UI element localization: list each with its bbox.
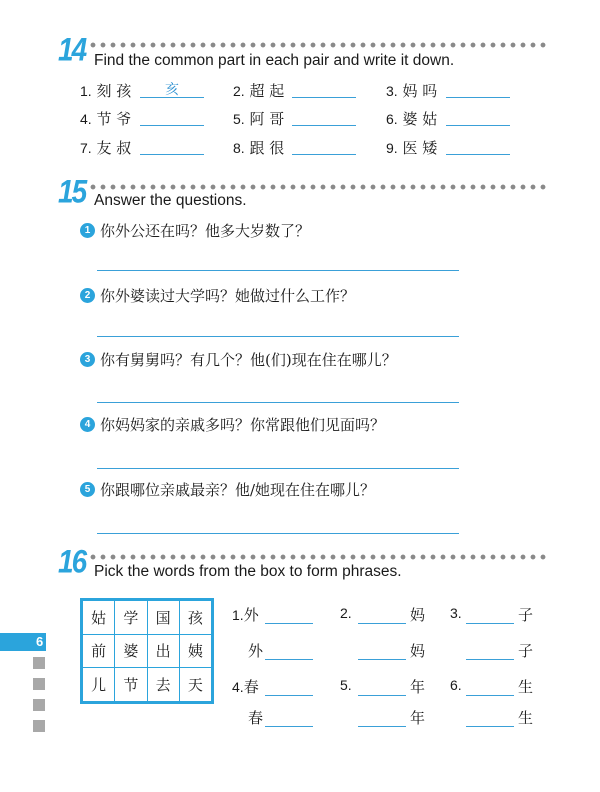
decorative-square [33,657,45,669]
decorative-square [33,720,45,732]
phrase-2-first: 妈 [410,606,426,624]
phrase-blank[interactable] [265,642,313,660]
phrase-blank[interactable] [358,678,406,696]
answer-blank-3[interactable] [446,80,510,98]
box-cell: 国 [147,601,179,635]
question-2: 你外婆读过大学吗？她做过什么工作？ [100,287,356,305]
pair-item-1: 1. 刻 孩 [80,82,132,100]
phrase-blank[interactable] [265,678,313,696]
answer-text-1: 亥 [165,82,179,98]
box-cell: 节 [115,668,147,702]
question-3: 你有舅舅吗？有几个？他(们)现在住在哪儿？ [100,351,397,369]
answer-blank-5[interactable] [292,108,356,126]
answer-line-2[interactable] [97,336,459,337]
pair-item-5: 5. 阿 哥 [233,110,285,128]
phrase-blank[interactable] [466,606,514,624]
section-14-instruction: Find the common part in each pair and write it down. [94,52,455,69]
pair-item-8: 8. 跟 很 [233,139,285,157]
phrase-1-second: 外 [248,642,264,660]
section-number-16: 16 [58,543,86,580]
answer-blank-7[interactable] [140,137,204,155]
word-box [80,598,214,704]
phrase-6-number: 6. [450,677,462,693]
box-cell: 孩 [179,601,211,635]
pair-item-9: 9. 医 矮 [386,139,438,157]
phrase-6-first: 生 [518,678,534,696]
page-number-tab: 6 [0,633,46,651]
phrase-blank[interactable] [466,678,514,696]
question-bullet-2: 2 [80,288,95,303]
question-bullet-1: 1 [80,223,95,238]
pair-item-2: 2. 超 起 [233,82,285,100]
box-cell: 出 [147,634,179,668]
answer-line-1[interactable] [97,270,459,271]
dotted-divider [88,554,550,560]
decorative-square [33,699,45,711]
question-4: 你妈妈家的亲戚多吗？你常跟他们见面吗？ [100,416,386,434]
pair-item-3: 3. 妈 吗 [386,82,438,100]
pair-item-7: 7. 友 叔 [80,139,132,157]
section-number-15: 15 [58,173,86,210]
phrase-5-second: 年 [410,709,426,727]
phrase-5-first: 年 [410,678,426,696]
box-cell: 天 [179,668,211,702]
answer-blank-4[interactable] [140,108,204,126]
phrase-4-first: 4.春 [232,678,259,696]
box-cell: 姨 [179,634,211,668]
pair-item-4: 4. 节 爷 [80,110,132,128]
phrase-3-first: 子 [518,606,534,624]
box-cell: 婆 [115,634,147,668]
question-bullet-4: 4 [80,417,95,432]
box-cell: 去 [147,668,179,702]
section-15-instruction: Answer the questions. [94,192,247,209]
dotted-divider [88,184,550,190]
phrase-blank[interactable] [358,606,406,624]
phrase-blank[interactable] [265,606,313,624]
question-1: 你外公还在吗？他多大岁数了？ [100,222,311,240]
answer-blank-8[interactable] [292,137,356,155]
question-5: 你跟哪位亲戚最亲？他/她现在住在哪儿？ [100,481,376,499]
phrase-6-second: 生 [518,709,534,727]
phrase-3-second: 子 [518,642,534,660]
answer-line-3[interactable] [97,402,459,403]
answer-line-4[interactable] [97,468,459,469]
phrase-2-number: 2. [340,605,352,621]
answer-blank-2[interactable] [292,80,356,98]
phrase-blank[interactable] [358,642,406,660]
answer-blank-6[interactable] [446,108,510,126]
answer-blank-9[interactable] [446,137,510,155]
phrase-blank[interactable] [466,709,514,727]
phrase-1-first: 1.外 [232,606,259,624]
phrase-2-second: 妈 [410,642,426,660]
decorative-square [33,678,45,690]
phrase-blank[interactable] [358,709,406,727]
phrase-3-number: 3. [450,605,462,621]
dotted-divider [88,42,550,48]
question-bullet-3: 3 [80,352,95,367]
section-16-instruction: Pick the words from the box to form phrases. [94,563,402,580]
pair-item-6: 6. 婆 姑 [386,110,438,128]
answer-line-5[interactable] [97,533,459,534]
phrase-blank[interactable] [466,642,514,660]
box-cell: 儿 [83,668,115,702]
box-cell: 学 [115,601,147,635]
box-cell: 姑 [83,601,115,635]
section-number-14: 14 [58,31,86,68]
box-cell: 前 [83,634,115,668]
phrase-5-number: 5. [340,677,352,693]
question-bullet-5: 5 [80,482,95,497]
phrase-4-second: 春 [248,709,264,727]
phrase-blank[interactable] [265,709,313,727]
